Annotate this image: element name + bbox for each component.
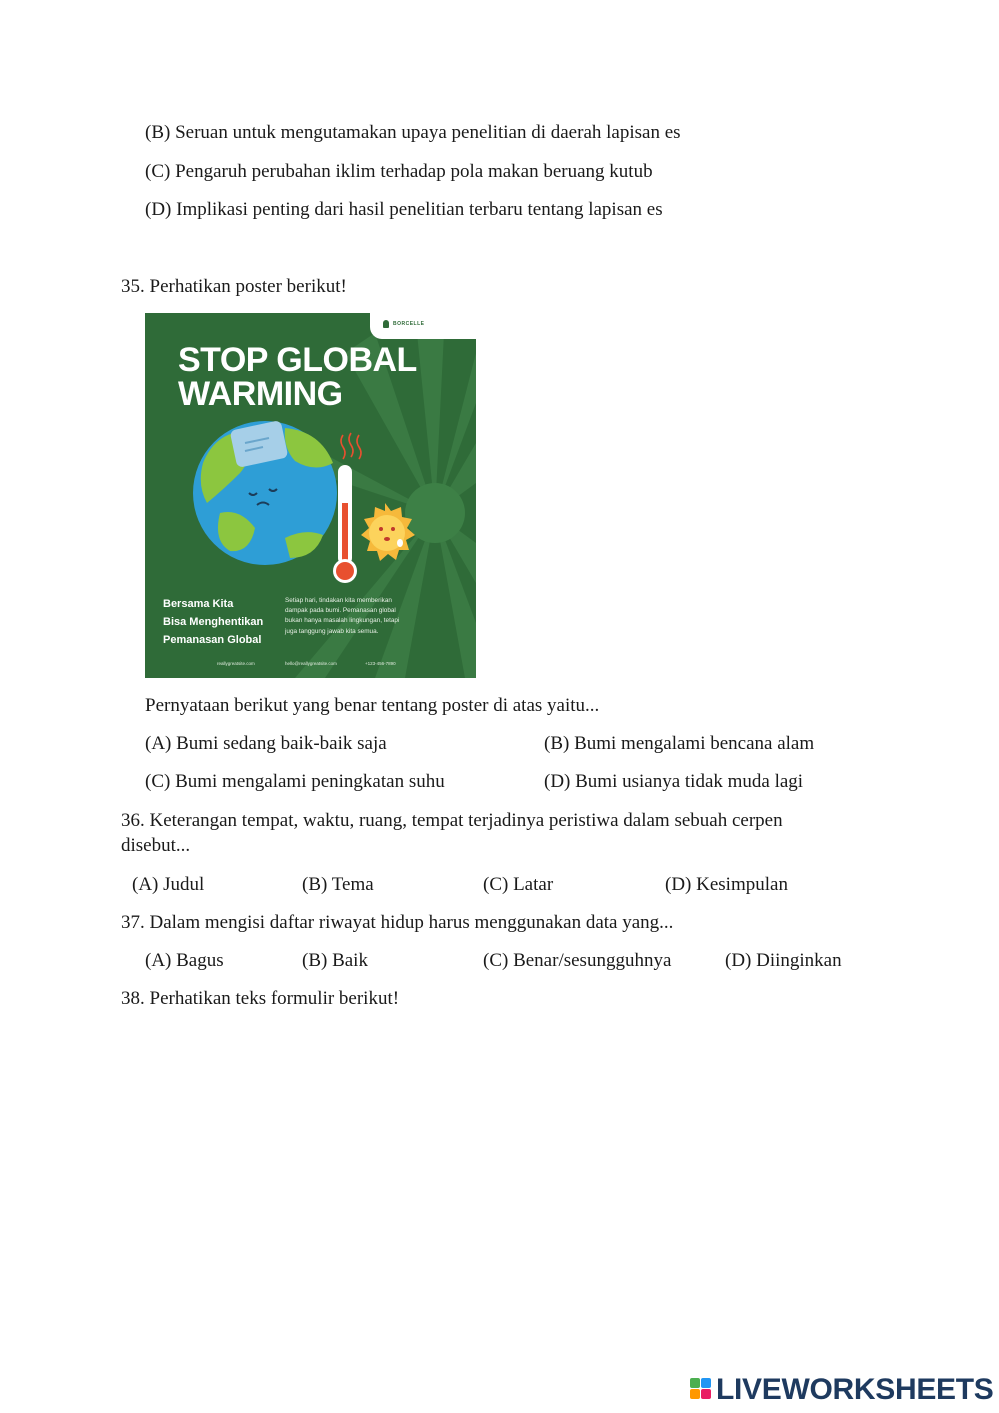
brand-name: BORCELLE	[393, 321, 425, 327]
poster-website: reallygreatsite.com	[217, 661, 255, 666]
q36-option-a[interactable]: (A) Judul	[132, 874, 205, 895]
liveworksheets-logo[interactable]	[690, 1373, 994, 1406]
sun-icon	[361, 503, 415, 561]
liveworksheets-logo-text: LIVEWORKSHEETS	[716, 1373, 994, 1406]
q35-option-c[interactable]: (C) Bumi mengalami peningkatan suhu	[145, 771, 445, 792]
thermometer-icon	[333, 465, 357, 583]
q36-option-b[interactable]: (B) Tema	[302, 874, 374, 895]
poster-subtitle: Bersama Kita Bisa Menghentikan Pemanasan Global	[163, 598, 264, 646]
liveworksheets-grid-icon	[690, 1378, 712, 1400]
heat-waves-icon	[341, 433, 361, 459]
q37-option-a[interactable]: (A) Bagus	[145, 950, 224, 971]
q36-option-c[interactable]: (C) Latar	[483, 874, 554, 895]
question-38: 38. Perhatikan teks formulir berikut!	[121, 988, 400, 1009]
q35-option-d[interactable]: (D) Bumi usianya tidak muda lagi	[544, 771, 804, 792]
poster-email: hello@reallygreatsite.com	[285, 661, 337, 666]
question-35-prompt: Pernyataan berikut yang benar tentang poster di atas yaitu...	[145, 695, 600, 716]
question-35: 35. Perhatikan poster berikut!	[121, 276, 347, 297]
q37-option-c[interactable]: (C) Benar/sesungguhnya	[483, 950, 672, 971]
prev-option-b: (B) Seruan untuk mengutamakan upaya penelitian di daerah lapisan es	[145, 122, 681, 143]
earth-icon	[193, 420, 337, 565]
q37-option-d[interactable]: (D) Diinginkan	[725, 950, 842, 971]
question-36-line2: disebut...	[121, 835, 191, 856]
question-36-line1: 36. Keterangan tempat, waktu, ruang, tempat terjadinya peristiwa dalam sebuah cerpen	[121, 810, 783, 831]
global-warming-poster	[145, 313, 476, 678]
question-37: 37. Dalam mengisi daftar riwayat hidup harus menggunakan data yang...	[121, 912, 674, 933]
poster-title: STOP GLOBAL WARMING	[178, 341, 417, 413]
q35-option-a[interactable]: (A) Bumi sedang baik-baik saja	[145, 733, 387, 754]
q37-option-b[interactable]: (B) Baik	[302, 950, 368, 971]
poster-phone: +123-456-7890	[365, 661, 396, 666]
prev-option-d: (D) Implikasi penting dari hasil penelitian terbaru tentang lapisan es	[145, 199, 663, 220]
poster-body-text: Setiap hari, tindakan kita memberikan dampak pada bumi. Pemanasan global bukan hanya masalah lingkungan, tetapi juga tanggung jawab kita semua.	[285, 597, 400, 635]
prev-option-c: (C) Pengaruh perubahan iklim terhadap pola makan beruang kutub	[145, 161, 653, 182]
q36-option-d[interactable]: (D) Kesimpulan	[665, 874, 788, 895]
q35-option-b[interactable]: (B) Bumi mengalami bencana alam	[544, 733, 815, 754]
